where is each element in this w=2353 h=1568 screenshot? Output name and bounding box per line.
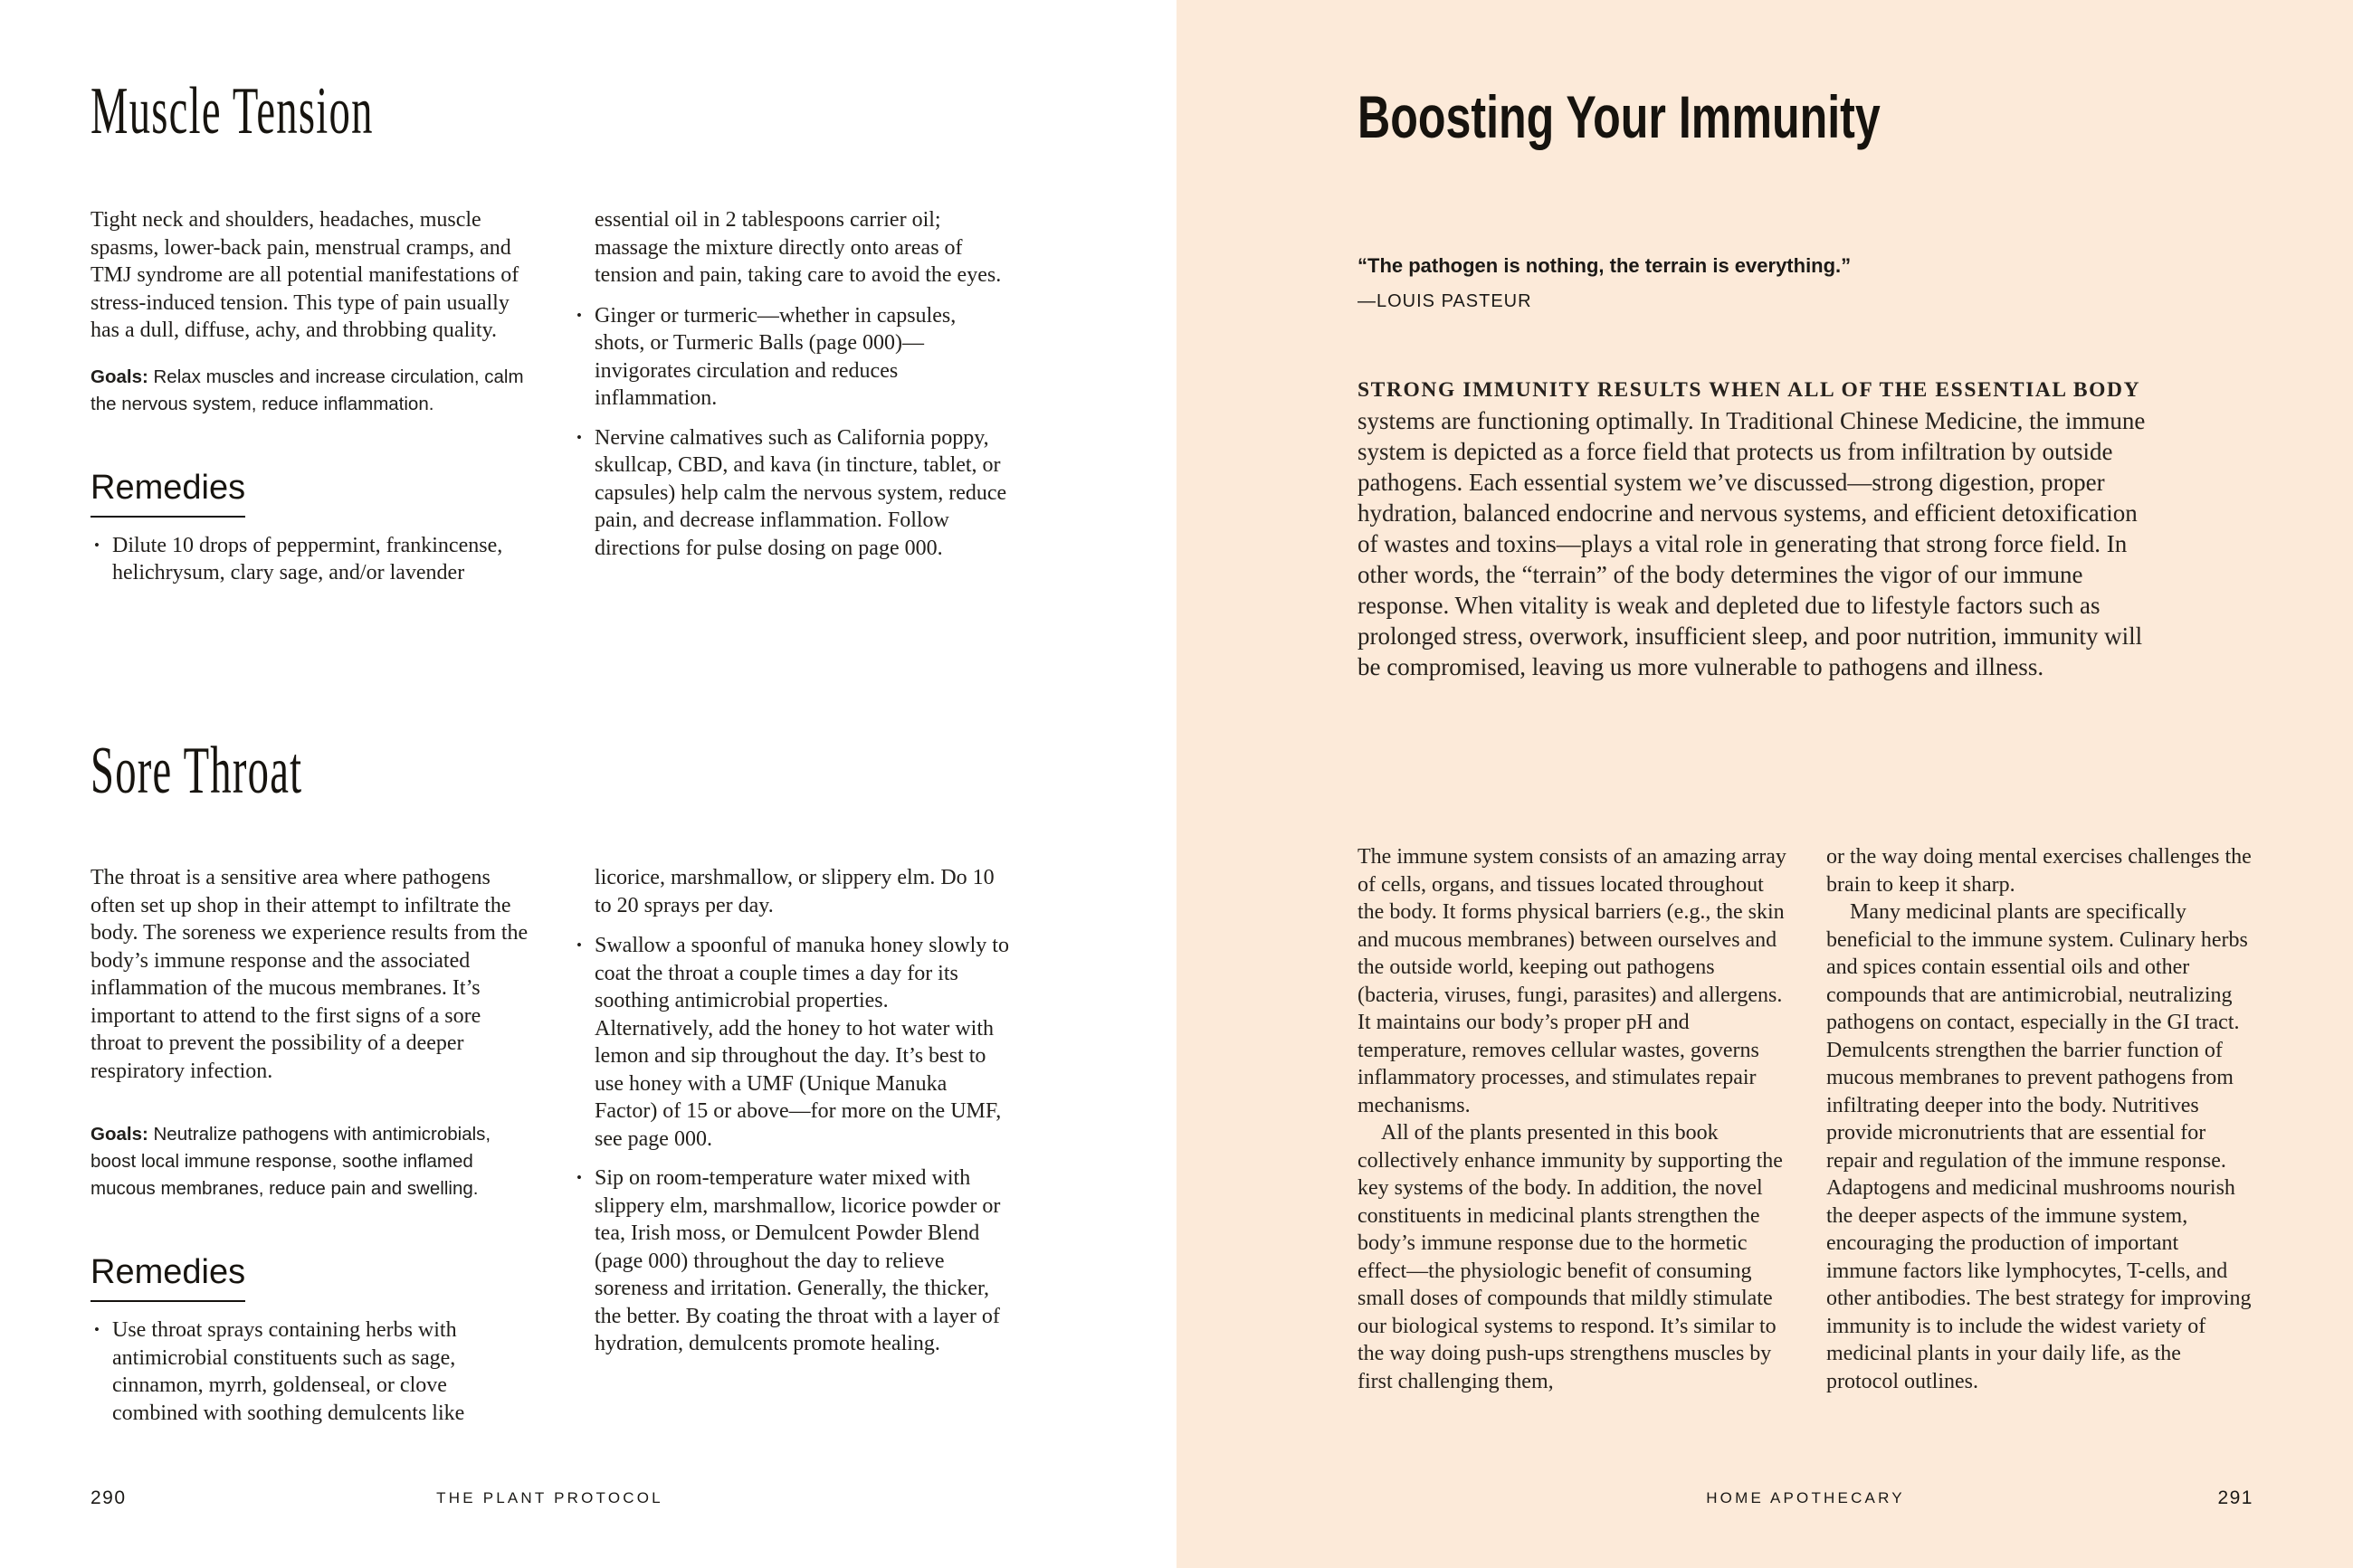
right-page bbox=[1176, 0, 2353, 1568]
bullet-continuation-text: licorice, marshmallow, or slippery elm. Do 10 to 20 sprays per day. bbox=[595, 866, 995, 917]
goals-line bbox=[90, 364, 534, 418]
remedies-heading: Remedies bbox=[90, 470, 245, 518]
intro-paragraph: Tight neck and shoulders, headaches, muscle spasms, lower-back pain, menstrual cramps, and TMJ syndrome are all potential manifestations of stress-induced tension. This type of pain usually has a dull, diffuse, achy, and throbbing quality. bbox=[90, 208, 519, 342]
left-page-footer bbox=[90, 1489, 1009, 1507]
remedy-bullet-text: Sip on room-temperature water mixed with slippery elm, marshmallow, licorice powder or tea, Irish moss, or Demulcent Powder Blend (page 000) throughout the day to relieve soreness and irritation. Generally, the thicker, the better. By coating the throat with a layer of hydration, demulcents promote healing. bbox=[595, 1166, 1001, 1355]
remedy-bullet-text: Nervine calmatives such as California poppy, skullcap, CBD, and kava (in tincture, tablet, or capsules) help calm the nervous system, reduce pain, and decrease inflammation. Follow directions for pulse dosing on page 000. bbox=[595, 425, 1007, 560]
remedies-list bbox=[573, 932, 1009, 1358]
lead-body: systems are functioning optimally. In Traditional Chinese Medicine, the immune system is depicted as a force field that protects us from infiltration by outside pathogens. Each essential system we’ve discussed—strong digestion, proper hydration, balanced endocrine and nervous systems, and efficient detoxification of wastes and toxins—plays a vital role in generating that strong force field. In other words, the “terrain” of the body determines the vigor of our immune response. When vitality is weak and depleted due to lifestyle factors such as prolonged stress, overwork, insufficient sleep, and poor nutrition, immunity will be compromised, leaving us more vulnerable to pathogens and illness. bbox=[1358, 407, 2146, 680]
epigraph bbox=[1358, 254, 1851, 312]
muscle-tension-columns bbox=[90, 206, 1009, 587]
remedies-list bbox=[90, 1316, 534, 1427]
lead-paragraph bbox=[1358, 373, 2154, 682]
muscle-tension-col-2 bbox=[573, 206, 1009, 587]
remedies-list bbox=[573, 302, 1009, 563]
remedy-bullet-text: Swallow a spoonful of manuka honey slowly to coat the throat a couple times a day for its soothing antimicrobial properties. Alternatively, add the honey to hot water with lemon and sip throughout the day. It’s best to use honey with a UMF (Unique Manuka Factor) of 15 or above—for more on the UMF, see page 000. bbox=[595, 934, 1009, 1151]
remedy-bullet bbox=[573, 932, 1009, 1153]
immunity-columns bbox=[1358, 843, 2253, 1395]
goals-text: Neutralize pathogens with antimicrobials, boost local immune response, soothe inflamed mucous membranes, reduce pain and swelling. bbox=[90, 1124, 491, 1199]
page-number: 291 bbox=[2217, 1487, 2253, 1508]
sore-throat-col-1 bbox=[90, 864, 534, 1427]
column-paragraph: The immune system consists of an amazing array of cells, organs, and tissues located throughout the body. It forms physical barriers (e.g., the skin and mucous membranes) between ourselves and the outside world, keeping out pathogens (bacteria, viruses, fungi, parasites) and allergens. It maintains our body’s proper pH and temperature, removes cellular wastes, governs inflammatory processes, and stimulates repair mechanisms. bbox=[1358, 845, 1786, 1117]
lead-smallcaps: STRONG IMMUNITY RESULTS WHEN ALL OF THE ESSENTIAL BODY bbox=[1358, 378, 2141, 402]
remedies-list bbox=[90, 532, 534, 587]
remedy-bullet bbox=[90, 1316, 534, 1427]
immunity-col-1 bbox=[1358, 843, 1790, 1395]
remedies-heading: Remedies bbox=[90, 1255, 245, 1302]
intro-paragraph: The throat is a sensitive area where pathogens often set up shop in their attempt to infiltrate the body. The soreness we experience results from the body’s immune response and the associated inflammation of the mucous membranes. It’s important to attend to the first signs of a sore throat to prevent the possibility of a deeper respiratory infection. bbox=[90, 866, 529, 1083]
goals-label: Goals: bbox=[90, 1124, 148, 1145]
bullet-continuation-text: essential oil in 2 tablespoons carrier oil; massage the mixture directly onto areas of tension and pain, taking care to avoid the eyes. bbox=[595, 208, 1002, 287]
goals-text: Relax muscles and increase circulation, calm the nervous system, reduce inflammation. bbox=[90, 366, 524, 414]
right-page-footer bbox=[1358, 1489, 2253, 1507]
immunity-col-2 bbox=[1826, 843, 2253, 1395]
running-book-title: THE PLANT PROTOCOL bbox=[436, 1489, 663, 1506]
quote-text: “The pathogen is nothing, the terrain is everything.” bbox=[1358, 254, 1852, 277]
running-chapter-title: HOME APOTHECARY bbox=[1706, 1489, 1905, 1506]
remedy-bullet-text: Dilute 10 drops of peppermint, frankincense, helichrysum, clary sage, and/or lavender bbox=[112, 533, 503, 584]
sore-throat-columns bbox=[90, 864, 1009, 1427]
section-title-sore-throat: Sore Throat bbox=[90, 734, 303, 808]
left-page bbox=[0, 0, 1176, 1568]
quote-attribution: —LOUIS PASTEUR bbox=[1358, 291, 1532, 312]
remedy-bullet bbox=[573, 302, 1009, 413]
page-number: 290 bbox=[90, 1487, 127, 1508]
column-paragraph: or the way doing mental exercises challenges the brain to keep it sharp. bbox=[1826, 845, 2252, 897]
remedy-bullet bbox=[573, 1164, 1009, 1358]
muscle-tension-col-1 bbox=[90, 206, 534, 587]
remedy-bullet-text: Ginger or turmeric—whether in capsules, shots, or Turmeric Balls (page 000)—invigorates circulation and reduces inflammation. bbox=[595, 303, 957, 410]
column-paragraph: All of the plants presented in this book collectively enhance immunity by supporting the key systems of the body. In addition, the novel constituents in medicinal plants strengthen the body’s immune response due to the hormetic effect—the physiologic benefit of consuming small doses of compounds that mildly stimulate our biological systems to respond. It’s similar to the way doing push-ups strengthens muscles by first challenging them, bbox=[1358, 1121, 1783, 1393]
goals-line bbox=[90, 1121, 534, 1202]
remedy-bullet bbox=[90, 532, 534, 587]
remedy-bullet-text: Use throat sprays containing herbs with antimicrobial constituents such as sage, cinnamon, myrrh, goldenseal, or clove combined with soothing demulcents like bbox=[112, 1318, 465, 1425]
remedy-bullet bbox=[573, 424, 1009, 563]
column-paragraph: Many medicinal plants are specifically beneficial to the immune system. Culinary herbs and spices contain essential oils and other compounds that are antimicrobial, neutralizing pathogens on contact, especially in the GI tract. Demulcents strengthen the barrier function of mucous membranes to prevent pathogens from infiltrating deeper into the body. Nutritives provide micronutrients that are essential for repair and regulation of the immune response. Adaptogens and medicinal mushrooms nourish the deeper aspects of the immune system, encouraging the production of important immune factors like lymphocytes, T-cells, and other antibodies. The best strategy for improving immunity is to include the widest variety of medicinal plants in your daily life, as the protocol outlines. bbox=[1826, 900, 2252, 1393]
goals-label: Goals: bbox=[90, 366, 148, 387]
chapter-title: Boosting Your Immunity bbox=[1358, 83, 1881, 150]
section-title-muscle-tension: Muscle Tension bbox=[90, 74, 374, 148]
sore-throat-col-2 bbox=[573, 864, 1009, 1427]
